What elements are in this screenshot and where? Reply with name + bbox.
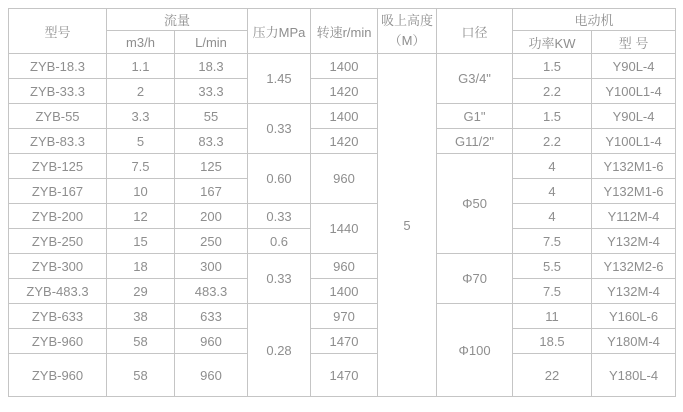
- cell-flow-lmin: 200: [175, 204, 248, 229]
- cell-motor-model: Y132M-4: [592, 279, 676, 304]
- header-suction-line1: 吸上高度: [381, 12, 434, 28]
- cell-model: ZYB-960: [9, 354, 107, 397]
- cell-power: 5.5: [513, 254, 592, 279]
- cell-speed: 1440: [311, 204, 378, 254]
- cell-flow-lmin: 83.3: [175, 129, 248, 154]
- cell-motor-model: Y180M-4: [592, 329, 676, 354]
- cell-motor-model: Y100L1-4: [592, 129, 676, 154]
- table-row: [9, 129, 676, 154]
- cell-pressure: 0.6: [248, 229, 311, 254]
- cell-motor-model: Y132M1-6: [592, 154, 676, 179]
- cell-flow-lmin: 55: [175, 104, 248, 129]
- cell-motor-model: Y90L-4: [592, 54, 676, 79]
- cell-pressure: 1.45: [248, 54, 311, 104]
- cell-diameter: Φ70: [437, 254, 513, 304]
- cell-speed: 960: [311, 254, 378, 279]
- cell-pressure: 0.33: [248, 204, 311, 229]
- cell-power: 22: [513, 354, 592, 397]
- cell-flow-m3h: 29: [107, 279, 175, 304]
- cell-flow-m3h: 1.1: [107, 54, 175, 79]
- cell-flow-lmin: 33.3: [175, 79, 248, 104]
- header-row-1: [9, 9, 676, 31]
- cell-speed: 1400: [311, 54, 378, 79]
- cell-power: 7.5: [513, 229, 592, 254]
- cell-power: 7.5: [513, 279, 592, 304]
- header-motor: 电动机: [513, 9, 676, 31]
- cell-pressure: 0.60: [248, 154, 311, 204]
- cell-motor-model: Y132M-4: [592, 229, 676, 254]
- cell-speed: 1470: [311, 329, 378, 354]
- cell-motor-model: Y100L1-4: [592, 79, 676, 104]
- header-motor-power: 功率KW: [513, 31, 592, 54]
- table-row: [9, 304, 676, 329]
- header-flow-m3h: m3/h: [107, 31, 175, 54]
- header-flow-lmin: L/min: [175, 31, 248, 54]
- table-row: [9, 329, 676, 354]
- table-row: [9, 104, 676, 129]
- cell-model: ZYB-167: [9, 179, 107, 204]
- cell-speed: 970: [311, 304, 378, 329]
- cell-power: 4: [513, 154, 592, 179]
- cell-model: ZYB-300: [9, 254, 107, 279]
- header-diameter: 口径: [437, 9, 513, 54]
- cell-flow-m3h: 12: [107, 204, 175, 229]
- cell-model: ZYB-83.3: [9, 129, 107, 154]
- table-row: [9, 204, 676, 229]
- cell-flow-m3h: 10: [107, 179, 175, 204]
- cell-suction-height: 5: [378, 54, 437, 397]
- cell-flow-m3h: 18: [107, 254, 175, 279]
- cell-model: ZYB-200: [9, 204, 107, 229]
- cell-speed: 1400: [311, 279, 378, 304]
- cell-power: 1.5: [513, 104, 592, 129]
- cell-diameter: Φ50: [437, 154, 513, 254]
- header-model: 型号: [9, 9, 107, 54]
- cell-flow-lmin: 300: [175, 254, 248, 279]
- cell-flow-m3h: 5: [107, 129, 175, 154]
- cell-speed: 1420: [311, 79, 378, 104]
- cell-power: 2.2: [513, 129, 592, 154]
- cell-flow-lmin: 167: [175, 179, 248, 204]
- cell-power: 1.5: [513, 54, 592, 79]
- cell-flow-lmin: 250: [175, 229, 248, 254]
- cell-flow-m3h: 38: [107, 304, 175, 329]
- cell-motor-model: Y90L-4: [592, 104, 676, 129]
- cell-speed: 1420: [311, 129, 378, 154]
- cell-diameter: Φ100: [437, 304, 513, 397]
- cell-speed: 1470: [311, 354, 378, 397]
- cell-power: 4: [513, 204, 592, 229]
- cell-model: ZYB-960: [9, 329, 107, 354]
- cell-pressure: 0.33: [248, 254, 311, 304]
- cell-diameter: G3/4": [437, 54, 513, 104]
- cell-model: ZYB-483.3: [9, 279, 107, 304]
- cell-speed: 1400: [311, 104, 378, 129]
- cell-diameter: G1": [437, 104, 513, 129]
- cell-motor-model: Y112M-4: [592, 204, 676, 229]
- cell-flow-m3h: 3.3: [107, 104, 175, 129]
- table-row: [9, 79, 676, 104]
- cell-flow-lmin: 960: [175, 354, 248, 397]
- header-motor-model: 型 号: [592, 31, 676, 54]
- cell-flow-m3h: 15: [107, 229, 175, 254]
- table-row: [9, 54, 676, 79]
- table-row: [9, 354, 676, 397]
- cell-power: 4: [513, 179, 592, 204]
- header-flow: 流量: [107, 9, 248, 31]
- cell-diameter: G11/2": [437, 129, 513, 154]
- cell-model: ZYB-633: [9, 304, 107, 329]
- cell-motor-model: Y132M2-6: [592, 254, 676, 279]
- cell-power: 18.5: [513, 329, 592, 354]
- cell-model: ZYB-55: [9, 104, 107, 129]
- cell-flow-m3h: 58: [107, 354, 175, 397]
- cell-flow-m3h: 7.5: [107, 154, 175, 179]
- cell-motor-model: Y132M1-6: [592, 179, 676, 204]
- table-row: [9, 154, 676, 179]
- cell-flow-m3h: 2: [107, 79, 175, 104]
- cell-flow-lmin: 125: [175, 154, 248, 179]
- cell-model: ZYB-18.3: [9, 54, 107, 79]
- pump-spec-table: [8, 8, 676, 397]
- cell-flow-lmin: 633: [175, 304, 248, 329]
- cell-pressure: 0.28: [248, 304, 311, 397]
- cell-flow-lmin: 18.3: [175, 54, 248, 79]
- cell-model: ZYB-33.3: [9, 79, 107, 104]
- cell-motor-model: Y180L-4: [592, 354, 676, 397]
- cell-motor-model: Y160L-6: [592, 304, 676, 329]
- table-row: [9, 254, 676, 279]
- cell-flow-m3h: 58: [107, 329, 175, 354]
- cell-model: ZYB-250: [9, 229, 107, 254]
- cell-flow-lmin: 483.3: [175, 279, 248, 304]
- cell-flow-lmin: 960: [175, 329, 248, 354]
- table-row: [9, 279, 676, 304]
- header-speed: 转速r/min: [311, 9, 378, 54]
- cell-pressure: 0.33: [248, 104, 311, 154]
- cell-power: 11: [513, 304, 592, 329]
- header-suction-line2: （M）: [388, 33, 426, 48]
- cell-power: 2.2: [513, 79, 592, 104]
- header-pressure: 压力MPa: [248, 9, 311, 54]
- header-suction-height: [378, 9, 437, 54]
- cell-speed: 960: [311, 154, 378, 204]
- cell-model: ZYB-125: [9, 154, 107, 179]
